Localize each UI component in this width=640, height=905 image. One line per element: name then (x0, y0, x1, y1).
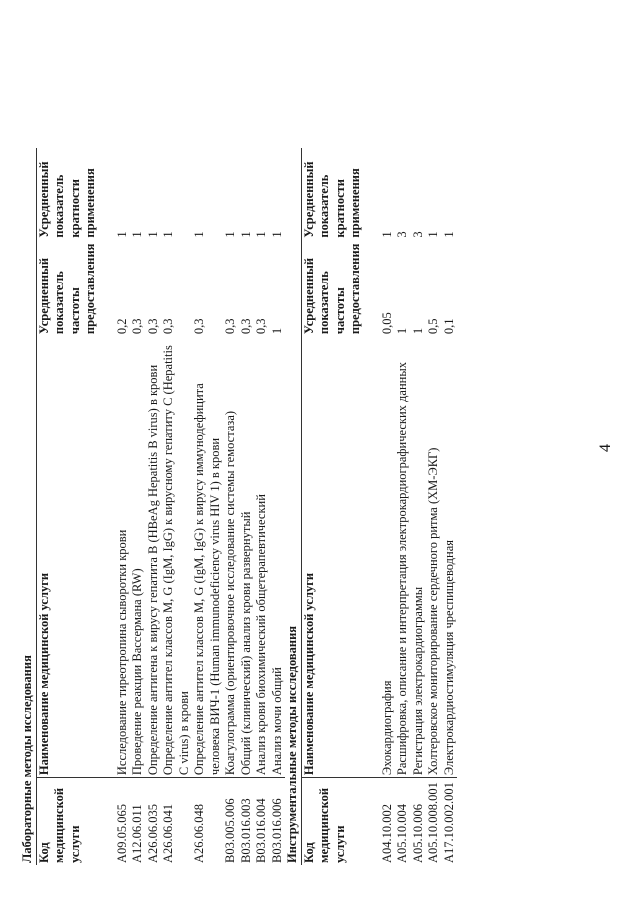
multiplicity-value: 1 (114, 231, 129, 238)
table-row (380, 148, 396, 865)
service-name: Электрокардиостимуляция чреспищеводная (442, 336, 458, 778)
frequency-value: 0,3 (254, 318, 268, 335)
service-code: A04.10.002 (379, 803, 394, 863)
frequency-value: 0,05 (379, 312, 394, 335)
header-name: Наименование медицинской услуги (36, 336, 115, 778)
service-name: Определение антител классов M, G (IgM, IgG) к вирусному гепатиту C (Hepatitis C virus) в крови (161, 336, 192, 778)
service-name: Общий (клинический) анализ крови развернутый (239, 336, 255, 778)
services-table (20, 148, 457, 865)
multiplicity-value: 1 (426, 231, 440, 238)
frequency-value: 0,5 (426, 318, 440, 335)
header-multiplicity: Усредненный показатель кратности применения (36, 148, 115, 240)
table-row (115, 148, 131, 865)
section-title: Лабораторные методы исследования (20, 655, 34, 863)
frequency-value: 0,3 (192, 318, 206, 335)
service-code: B03.005.006 (223, 798, 237, 863)
table-row (254, 148, 270, 865)
frequency-value: 1 (395, 327, 409, 335)
service-code: A26.06.041 (161, 803, 175, 863)
service-name: Коагулограмма (ориентировочное исследование системы гемостаза) (223, 336, 239, 778)
frequency-value: 0,3 (223, 318, 237, 335)
header-frequency: Усредненный показатель частоты предоставления (36, 240, 115, 337)
service-name: Регистрация электрокардиограммы (411, 336, 427, 778)
service-name: Исследование тиреотропина сыворотки крови (115, 336, 131, 778)
service-name: Расшифровка, описание и интерпретация электрокардиографических данных (395, 336, 411, 778)
service-name: Холтеровское мониторирование сердечного ритма (ХМ-ЭКГ) (426, 336, 442, 778)
service-name: Анализ крови биохимический общетерапевтический (254, 336, 270, 778)
multiplicity-value: 3 (395, 231, 409, 238)
table-row (395, 148, 411, 865)
table-row (192, 148, 223, 865)
multiplicity-value: 1 (254, 231, 268, 238)
multiplicity-value: 1 (130, 231, 144, 238)
service-code: B03.016.006 (269, 798, 284, 863)
rotated-page (20, 20, 630, 865)
service-name: Анализ мочи общий (270, 336, 286, 778)
service-name: Эхокардиография (380, 336, 396, 778)
service-code: A17.10.002.001 (441, 782, 456, 863)
table-row (130, 148, 146, 865)
table-row (270, 148, 286, 865)
multiplicity-value: 1 (192, 231, 206, 238)
section-title: Инструментальные методы исследования (285, 625, 299, 863)
table-row (411, 148, 427, 865)
frequency-value: 0,3 (145, 318, 160, 335)
service-code: A12.06.011 (130, 804, 144, 863)
page-number: 4 (597, 444, 614, 452)
header-code: Код медицинской услуги (301, 778, 380, 865)
header-code: Код медицинской услуги (36, 778, 115, 865)
frequency-value: 1 (410, 327, 425, 335)
frequency-value: 0,1 (441, 318, 456, 335)
header-multiplicity: Усредненный показатель кратности применения (301, 148, 380, 240)
service-code: A05.10.008.001 (426, 782, 440, 863)
table-row (223, 148, 239, 865)
table-row (161, 148, 192, 865)
multiplicity-value: 1 (269, 231, 284, 238)
table-row (426, 148, 442, 865)
multiplicity-value: 1 (223, 231, 237, 238)
table-header-row (301, 148, 380, 865)
section-title-row (285, 148, 301, 865)
table-header-row (36, 148, 115, 865)
multiplicity-value: 1 (145, 231, 160, 238)
service-code: A09.05.065 (114, 803, 129, 863)
multiplicity-value: 1 (441, 231, 456, 238)
frequency-value: 0,3 (161, 318, 175, 335)
header-frequency: Усредненный показатель частоты предоставления (301, 240, 380, 337)
service-code: A26.06.035 (145, 803, 160, 863)
multiplicity-value: 3 (410, 231, 425, 238)
frequency-value: 1 (269, 327, 284, 335)
service-name: Определение антигена к вирусу гепатита B (HBeAg Hepatitis B virus) в крови (146, 336, 162, 778)
header-name: Наименование медицинской услуги (301, 336, 380, 778)
service-code: B03.016.004 (254, 798, 268, 863)
multiplicity-value: 1 (161, 231, 175, 238)
multiplicity-value: 1 (379, 231, 394, 238)
frequency-value: 0,3 (238, 318, 253, 335)
section-title-row (20, 148, 36, 865)
table-row (442, 148, 458, 865)
service-code: A05.10.004 (395, 803, 409, 863)
frequency-value: 0,3 (130, 318, 144, 335)
service-name: Определение антител классов M, G (IgM, IgG) к вирусу иммунодефицита человека ВИЧ-1 (Human immunodeficiency virus HIV 1) в крови (192, 336, 223, 778)
frequency-value: 0,2 (114, 318, 129, 335)
multiplicity-value: 1 (238, 231, 253, 238)
service-code: B03.016.003 (238, 798, 253, 863)
service-code: A05.10.006 (410, 803, 425, 863)
service-code: A26.06.048 (192, 803, 206, 863)
table-row (239, 148, 255, 865)
service-name: Проведение реакции Вассермана (RW) (130, 336, 146, 778)
table-row (146, 148, 162, 865)
